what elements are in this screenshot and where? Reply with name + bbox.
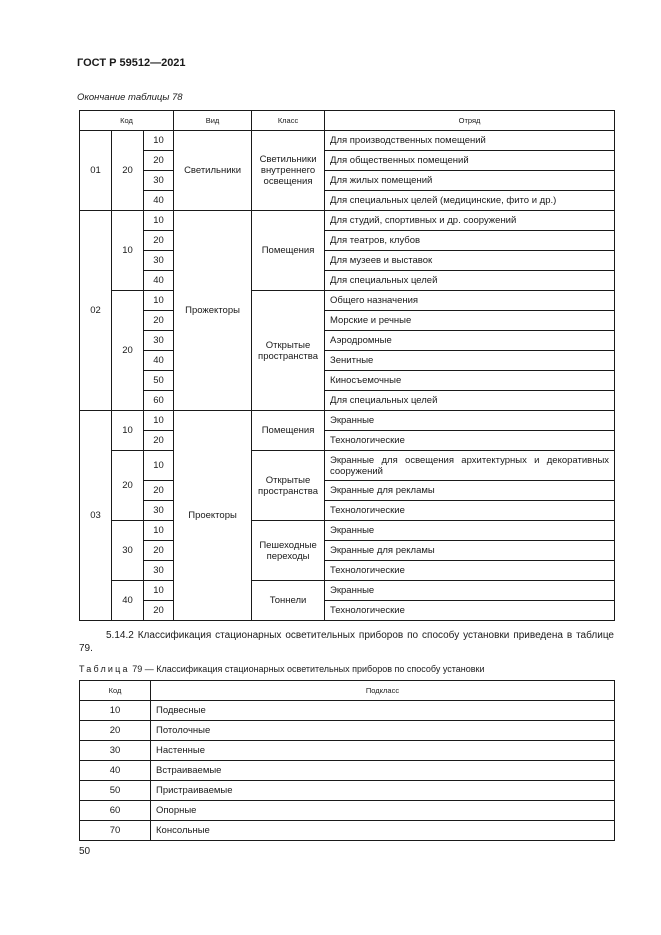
table-row bbox=[80, 821, 615, 841]
otryad-cell: Технологические bbox=[325, 431, 615, 451]
table-row bbox=[80, 601, 615, 621]
table-row bbox=[80, 211, 615, 231]
header-vid: Вид bbox=[174, 111, 252, 131]
subclass-cell: Опорные bbox=[151, 801, 615, 821]
otryad-cell: Экранные для рекламы bbox=[325, 481, 615, 501]
code-cell: 20 bbox=[144, 151, 174, 171]
subclass-cell: Настенные bbox=[151, 741, 615, 761]
klass-cell: Открытые пространства bbox=[252, 451, 325, 521]
subclass-cell: Пристраиваемые bbox=[151, 781, 615, 801]
otryad-cell: Для жилых помещений bbox=[325, 171, 615, 191]
table-header-row bbox=[80, 681, 615, 701]
table-row bbox=[80, 481, 615, 501]
code-cell: 20 bbox=[144, 231, 174, 251]
table-row bbox=[80, 411, 615, 431]
code-cell: 60 bbox=[80, 801, 151, 821]
klass-cell: Помещения bbox=[252, 411, 325, 451]
code-cell: 70 bbox=[80, 821, 151, 841]
code-subgroup: 40 bbox=[112, 581, 144, 621]
code-cell: 10 bbox=[144, 411, 174, 431]
code-cell: 20 bbox=[144, 431, 174, 451]
code-cell: 40 bbox=[144, 271, 174, 291]
table-row bbox=[80, 801, 615, 821]
code-cell: 40 bbox=[80, 761, 151, 781]
table-row bbox=[80, 231, 615, 251]
code-subgroup: 30 bbox=[112, 521, 144, 581]
table-row bbox=[80, 561, 615, 581]
code-cell: 50 bbox=[80, 781, 151, 801]
code-group: 02 bbox=[80, 211, 112, 411]
code-subgroup: 10 bbox=[112, 211, 144, 291]
otryad-cell: Для специальных целей bbox=[325, 271, 615, 291]
otryad-cell: Аэродромные bbox=[325, 331, 615, 351]
table-row bbox=[80, 131, 615, 151]
subclass-cell: Потолочные bbox=[151, 721, 615, 741]
code-cell: 20 bbox=[80, 721, 151, 741]
code-cell: 30 bbox=[144, 331, 174, 351]
table-row bbox=[80, 521, 615, 541]
otryad-cell: Экранные для рекламы bbox=[325, 541, 615, 561]
otryad-cell: Экранные bbox=[325, 581, 615, 601]
code-cell: 30 bbox=[144, 561, 174, 581]
vid-cell: Прожекторы bbox=[174, 211, 252, 411]
code-cell: 20 bbox=[144, 481, 174, 501]
table-row bbox=[80, 741, 615, 761]
code-subgroup: 20 bbox=[112, 131, 144, 211]
code-cell: 10 bbox=[144, 521, 174, 541]
klass-cell: Открытые пространства bbox=[252, 291, 325, 411]
otryad-cell: Для специальных целей bbox=[325, 391, 615, 411]
subclass-cell: Подвесные bbox=[151, 701, 615, 721]
code-group: 03 bbox=[80, 411, 112, 621]
table-row bbox=[80, 721, 615, 741]
otryad-cell: Технологические bbox=[325, 601, 615, 621]
table-79-caption-text: 79 — Классификация стационарных осветительных приборов по способу установки bbox=[129, 664, 485, 674]
code-cell: 20 bbox=[144, 311, 174, 331]
table-header-row bbox=[80, 111, 615, 131]
table-row bbox=[80, 351, 615, 371]
subclass-cell: Встраиваемые bbox=[151, 761, 615, 781]
otryad-cell: Киносъемочные bbox=[325, 371, 615, 391]
table-row bbox=[80, 311, 615, 331]
section-paragraph: 5.14.2 Классификация стационарных осветительных приборов по способу установки приведена в таблице 79. bbox=[79, 630, 614, 654]
otryad-cell: Для студий, спортивных и др. сооружений bbox=[325, 211, 615, 231]
code-cell: 50 bbox=[144, 371, 174, 391]
code-cell: 10 bbox=[144, 291, 174, 311]
code-cell: 40 bbox=[144, 351, 174, 371]
table-row bbox=[80, 431, 615, 451]
code-cell: 10 bbox=[144, 581, 174, 601]
vid-cell: Светильники bbox=[174, 131, 252, 211]
table-row bbox=[80, 271, 615, 291]
code-cell: 30 bbox=[144, 171, 174, 191]
table-row bbox=[80, 331, 615, 351]
otryad-cell: Технологические bbox=[325, 501, 615, 521]
otryad-cell: Общего назначения bbox=[325, 291, 615, 311]
document-title: ГОСТ Р 59512—2021 bbox=[77, 57, 186, 69]
table-row bbox=[80, 581, 615, 601]
code-cell: 10 bbox=[80, 701, 151, 721]
table-row bbox=[80, 781, 615, 801]
code-cell: 20 bbox=[144, 541, 174, 561]
vid-cell: Проекторы bbox=[174, 411, 252, 621]
otryad-cell: Технологические bbox=[325, 561, 615, 581]
code-cell: 30 bbox=[80, 741, 151, 761]
code-cell: 40 bbox=[144, 191, 174, 211]
otryad-cell: Для общественных помещений bbox=[325, 151, 615, 171]
code-subgroup: 20 bbox=[112, 291, 144, 411]
otryad-cell: Зенитные bbox=[325, 351, 615, 371]
table-row bbox=[80, 541, 615, 561]
table-row bbox=[80, 151, 615, 171]
otryad-cell: Для специальных целей (медицинские, фито и др.) bbox=[325, 191, 615, 211]
header-code: Код bbox=[80, 111, 174, 131]
table-79 bbox=[79, 680, 615, 841]
otryad-cell: Экранные для освещения архитектурных и декоративных сооружений bbox=[325, 451, 615, 481]
table-row bbox=[80, 371, 615, 391]
otryad-cell: Для театров, клубов bbox=[325, 231, 615, 251]
table-row bbox=[80, 701, 615, 721]
header-subclass: Подкласс bbox=[151, 681, 615, 701]
klass-cell: Тоннели bbox=[252, 581, 325, 621]
code-cell: 60 bbox=[144, 391, 174, 411]
code-cell: 10 bbox=[144, 131, 174, 151]
code-subgroup: 10 bbox=[112, 411, 144, 451]
klass-cell: Помещения bbox=[252, 211, 325, 291]
otryad-cell: Морские и речные bbox=[325, 311, 615, 331]
page-number: 50 bbox=[79, 846, 91, 857]
table-79-caption-label: Таблица bbox=[79, 664, 130, 674]
otryad-cell: Экранные bbox=[325, 411, 615, 431]
code-cell: 10 bbox=[144, 211, 174, 231]
header-code: Код bbox=[80, 681, 151, 701]
table-row bbox=[80, 291, 615, 311]
table-row bbox=[80, 391, 615, 411]
code-subgroup: 20 bbox=[112, 451, 144, 521]
header-klass: Класс bbox=[252, 111, 325, 131]
klass-cell: Пешеходные переходы bbox=[252, 521, 325, 581]
table-row bbox=[80, 251, 615, 271]
table-78 bbox=[79, 110, 615, 621]
klass-cell: Светильники внутреннего освещения bbox=[252, 131, 325, 211]
code-group: 01 bbox=[80, 131, 112, 211]
otryad-cell: Для музеев и выставок bbox=[325, 251, 615, 271]
code-cell: 10 bbox=[144, 451, 174, 481]
code-cell: 30 bbox=[144, 251, 174, 271]
table-78-caption: Окончание таблицы 78 bbox=[77, 92, 183, 103]
code-cell: 20 bbox=[144, 601, 174, 621]
otryad-cell: Для производственных помещений bbox=[325, 131, 615, 151]
header-otryad: Отряд bbox=[325, 111, 615, 131]
table-79-caption bbox=[79, 664, 484, 674]
table-row bbox=[80, 761, 615, 781]
table-row bbox=[80, 191, 615, 211]
subclass-cell: Консольные bbox=[151, 821, 615, 841]
table-row bbox=[80, 451, 615, 481]
table-row bbox=[80, 171, 615, 191]
code-cell: 30 bbox=[144, 501, 174, 521]
otryad-cell: Экранные bbox=[325, 521, 615, 541]
table-row bbox=[80, 501, 615, 521]
